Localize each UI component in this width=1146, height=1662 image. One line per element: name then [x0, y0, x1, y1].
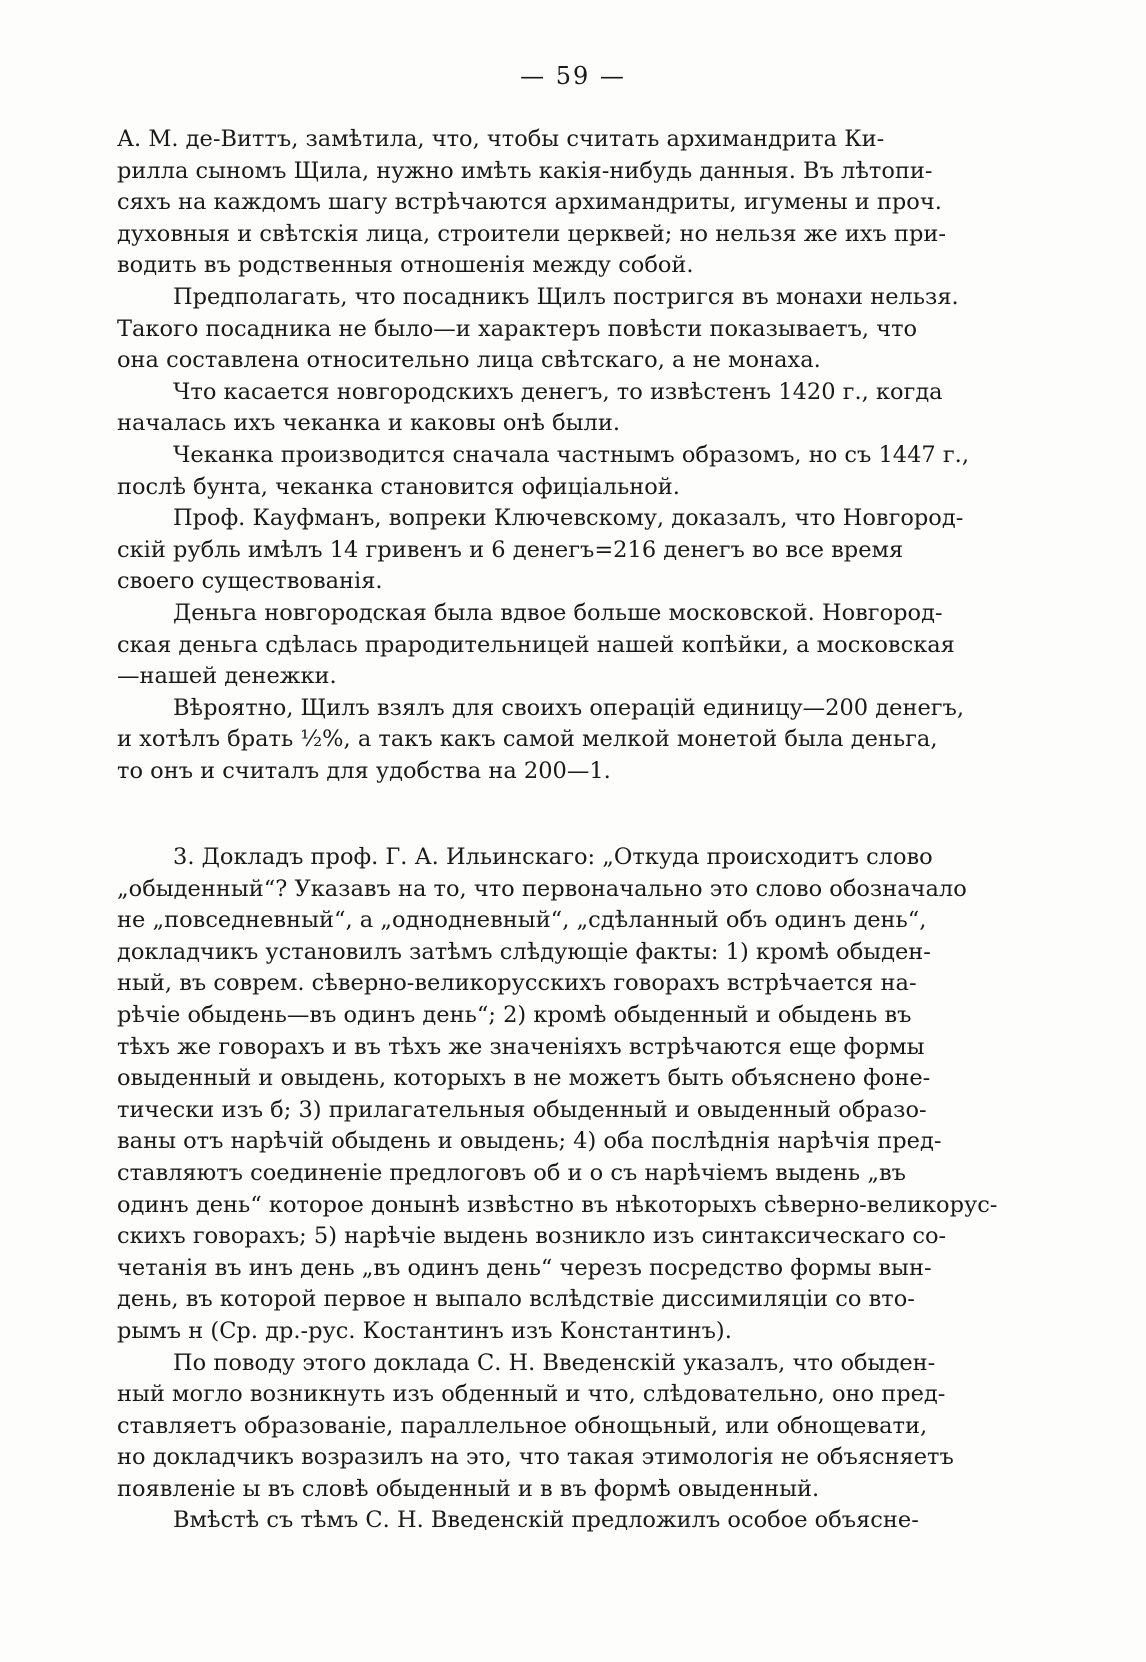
text-line: рымъ н (Ср. др.-рус. Костантинъ изъ Константинъ). — [117, 1317, 732, 1344]
text-line: Вмѣстѣ съ тѣмъ С. Н. Введенскій предложилъ особое объясне- — [173, 1507, 919, 1534]
text-line: послѣ бунта, чеканка становится офиціальной. — [117, 473, 680, 500]
text-line: водить въ родственныя отношенія между собой. — [117, 252, 694, 279]
text-line: 3. Докладъ проф. Г. А. Ильинскаго: „Откуда происходитъ слово — [173, 844, 933, 870]
text-line: Вѣроятно, Щилъ взялъ для своихъ операцій единицу—200 денегъ, — [173, 694, 965, 721]
text-line: ваны отъ нарѣчій обыдень и овыдень; 4) оба послѣднія нарѣчія пред- — [117, 1128, 942, 1155]
text-block-2 — [117, 842, 1017, 1537]
text-line: и хотѣлъ брать ½%, а такъ какъ самой мелкой монетой была деньга, — [117, 726, 938, 753]
text-line: день, въ которой первое н выпало вслѣдствіе диссимиляціи со вто- — [117, 1286, 915, 1313]
text-line: ская деньга сдѣлась прародительницей нашей копѣйки, а московская — [117, 631, 955, 658]
text-line: Чеканка производится сначала частнымъ образомъ, но съ 1447 г., — [173, 441, 969, 468]
text-line: докладчикъ установилъ затѣмъ слѣдующіе факты: 1) кромѣ обыден- — [117, 938, 931, 965]
text-line: рѣчіе обыдень—въ одинъ день“; 2) кромѣ обыденный и обыдень въ — [117, 1001, 912, 1028]
text-line: началась ихъ чеканка и каковы онѣ были. — [117, 410, 620, 437]
text-block-1 — [117, 124, 1017, 787]
text-line: А. М. де-Виттъ, замѣтила, что, чтобы считать архимандрита Ки- — [117, 126, 885, 152]
text-line: Предполагать, что посадникъ Щилъ постригся въ монахи нельзя. — [173, 283, 959, 310]
text-line: Проф. Кауфманъ, вопреки Ключевскому, доказалъ, что Новгород- — [173, 505, 964, 532]
text-line: рилла сыномъ Щила, нужно имѣть какія-нибудь данныя. Въ лѣтопи- — [117, 157, 933, 184]
text-line: ный, въ соврем. сѣверно-великорусскихъ говорахъ встрѣчается на- — [117, 970, 917, 997]
text-line: она составлена относительно лица свѣтскаго, а не монаха. — [117, 347, 821, 374]
text-line: тѣхъ же говорахъ и въ тѣхъ же значеніяхъ встрѣчаются еще формы — [117, 1033, 925, 1060]
text-line: появленіе ы въ словѣ обыденный и в въ формѣ овыденный. — [117, 1475, 820, 1502]
text-line: Деньга новгородская была вдвое больше московской. Новгород- — [173, 599, 943, 626]
page-number: — 59 — — [520, 62, 626, 90]
text-line: ставляетъ образованіе, параллельное обнощьный, или обнощевати, — [117, 1412, 928, 1439]
text-line: Что касается новгородскихъ денегъ, то извѣстенъ 1420 г., когда — [173, 378, 943, 405]
text-line: четанія въ инъ день „въ одинъ день“ черезъ посредство формы вын- — [117, 1254, 932, 1281]
text-line: не „повседневный“, а „однодневный“, „сдѣланный объ одинъ день“, — [117, 907, 927, 934]
text-line: тически изъ б; 3) прилагательныя обыденный и овыденный образо- — [117, 1096, 927, 1123]
text-line: сяхъ на каждомъ шагу встрѣчаются архимандриты, игумены и проч. — [117, 189, 942, 216]
text-line: одинъ день“ которое донынѣ извѣстно въ нѣкоторыхъ сѣверно-великорус- — [117, 1191, 998, 1218]
text-line: скій рубль имѣлъ 14 гривенъ и 6 денегъ=216 денегъ во все время — [117, 536, 904, 563]
text-line: своего существованія. — [117, 568, 383, 595]
text-line: ставляютъ соединеніе предлоговъ об и о съ нарѣчіемъ выдень „въ — [117, 1159, 906, 1186]
text-line: ный могло возникнуть изъ обденный и что, слѣдовательно, оно пред- — [117, 1381, 946, 1408]
text-line: но докладчикъ возразилъ на это, что такая этимологія не объясняетъ — [117, 1444, 954, 1471]
text-line: —нашей денежки. — [117, 663, 337, 690]
text-line: то онъ и считалъ для удобства на 200—1. — [117, 757, 611, 784]
text-line: Такого посадника не было—и характеръ повѣсти показываетъ, что — [117, 315, 918, 342]
text-line: скихъ говорахъ; 5) нарѣчіе выдень возникло изъ синтаксическаго со- — [117, 1223, 947, 1250]
text-line: духовныя и свѣтскія лица, строители церквей; но нельзя же ихъ при- — [117, 220, 947, 247]
text-line: „обыденный“? Указавъ на то, что первоначально это слово обозначало — [117, 875, 967, 902]
text-line: По поводу этого доклада С. Н. Введенскій указалъ, что обыден- — [173, 1349, 936, 1376]
text-line: овыденный и овыдень, которыхъ в не можетъ быть объяснено фоне- — [117, 1065, 931, 1092]
